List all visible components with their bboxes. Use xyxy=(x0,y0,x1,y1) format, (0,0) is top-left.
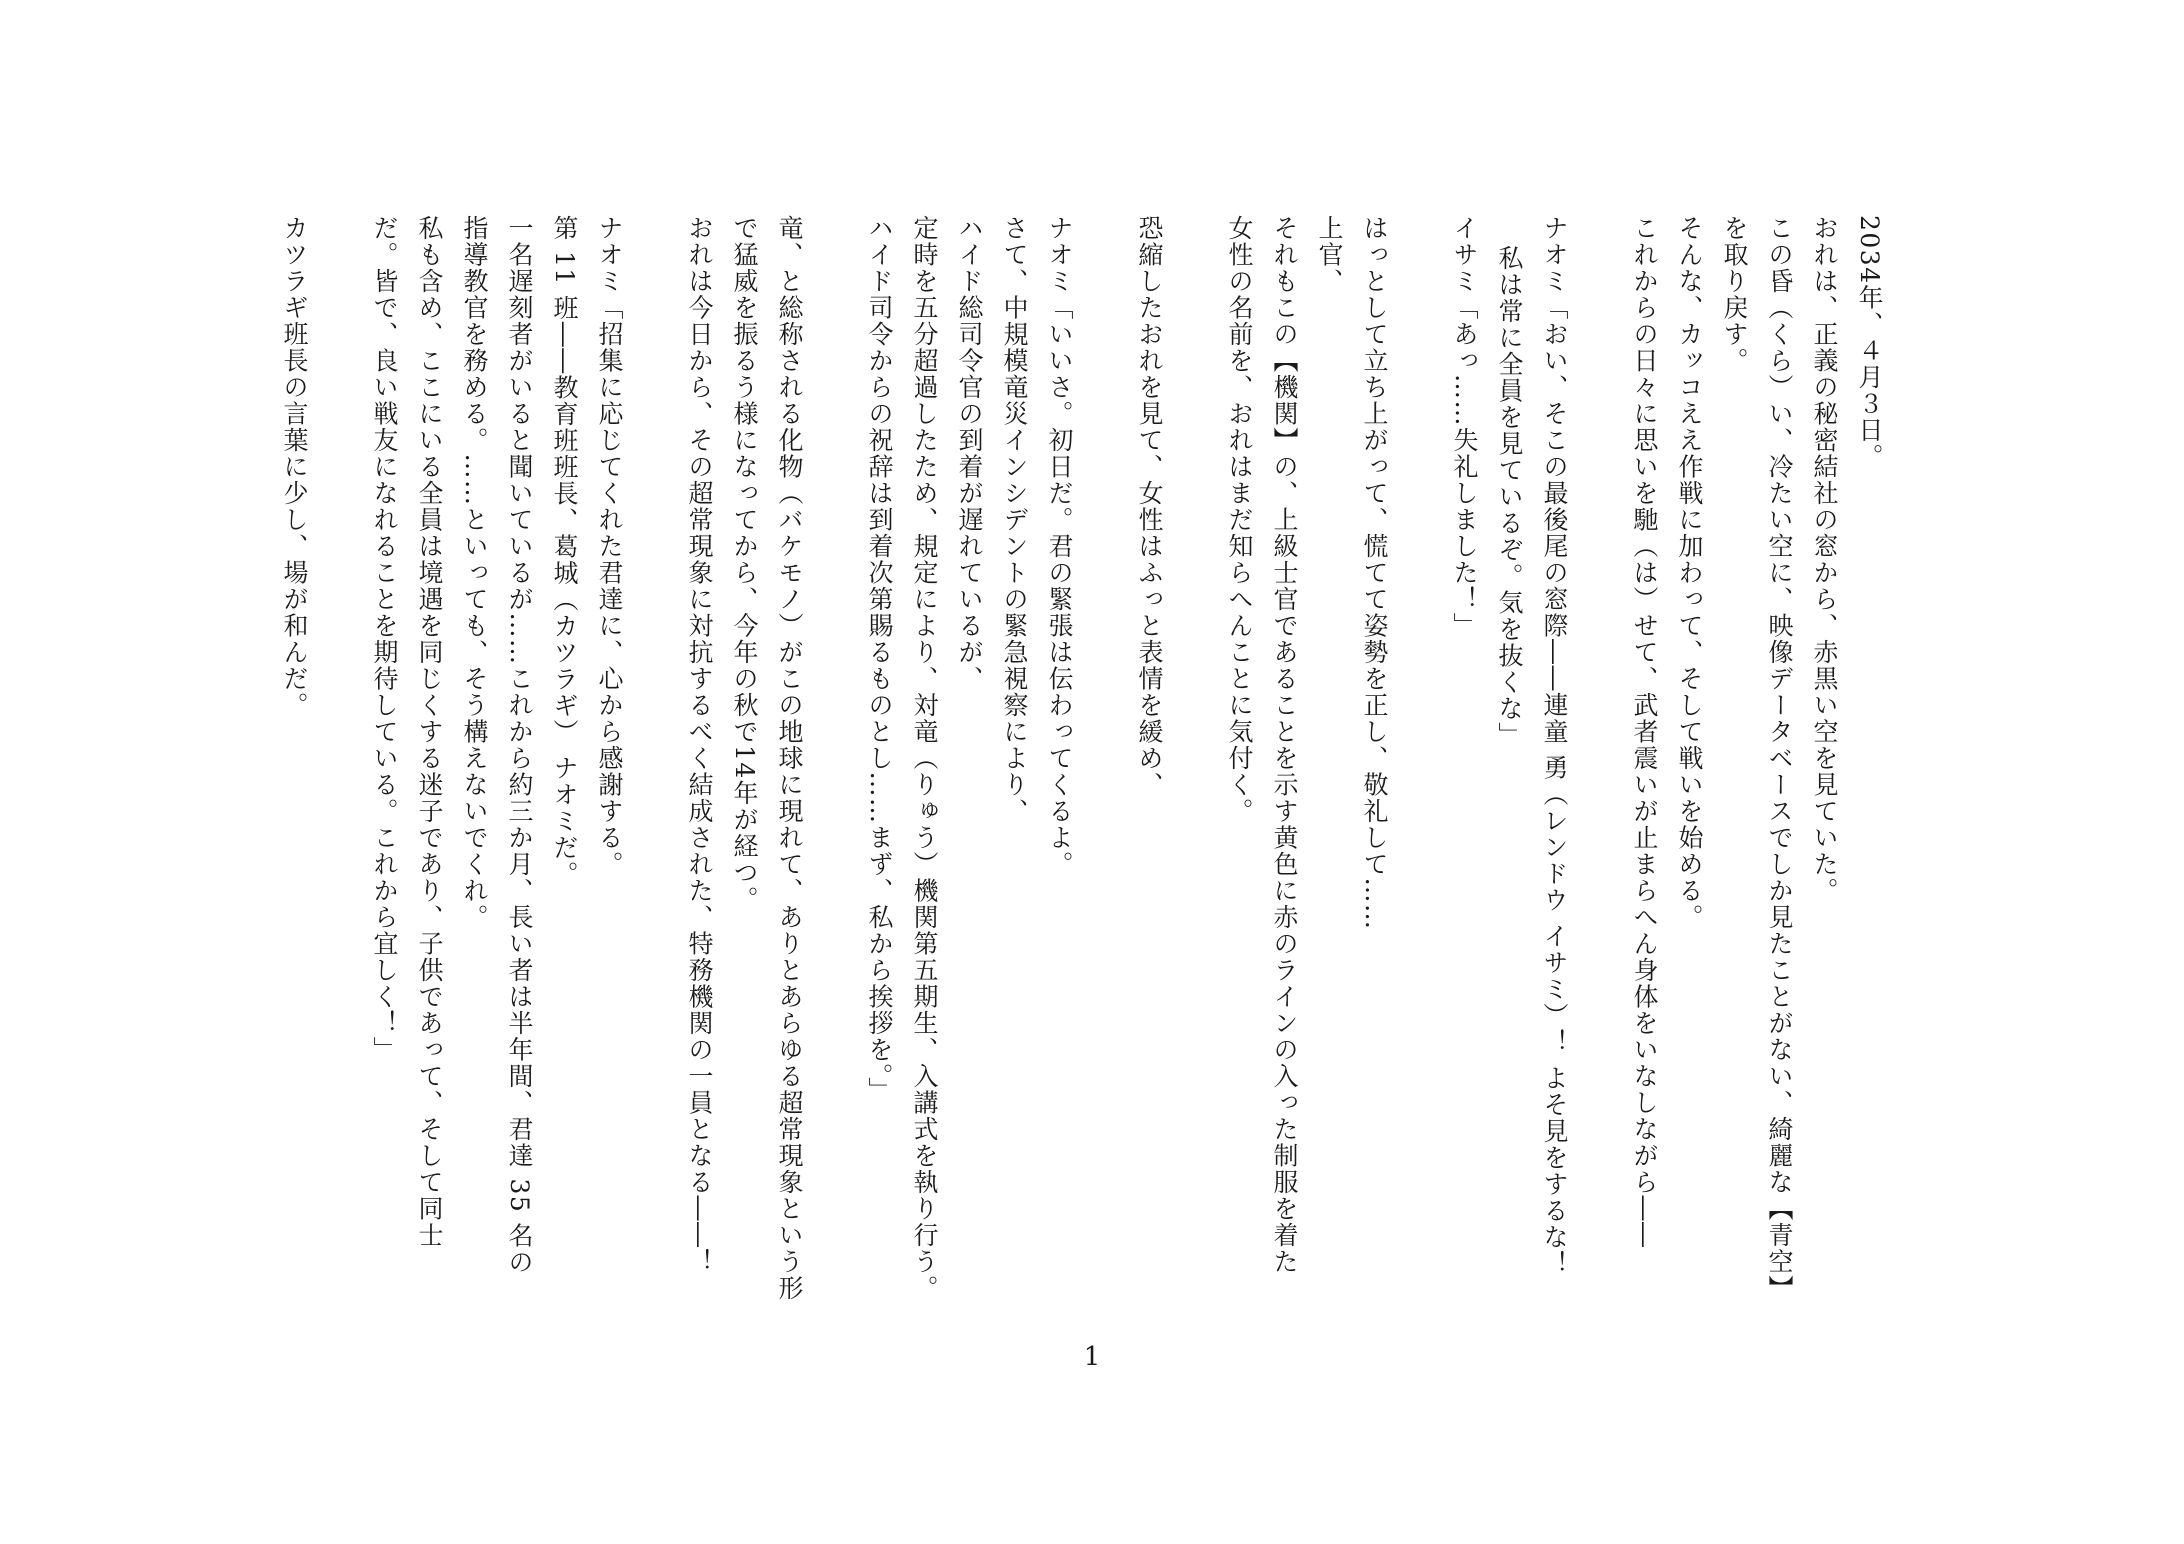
text-line: 恐縮したおれを見て、女性はふっと表情を緩め、 xyxy=(1135,215,1164,798)
text-line: はっとして立ち上がって、慌てて姿勢を正し、敬礼して…… xyxy=(1360,215,1389,931)
blank-line xyxy=(1577,215,1622,1355)
text-line: 女性の名前を、おれはまだ知らへんことに気付く。 xyxy=(1225,215,1254,825)
text-line: 私も含め、ここにいる全員は境遇を同じくする迷子であり、子供であって、そして同士 xyxy=(415,215,444,1249)
text-line: で猛威を振るう様になってから、今年の秋で14年が経つ。 xyxy=(730,215,759,913)
text-line: ナオミ「いいさ。初日だ。君の緊張は伝わってくるよ。 xyxy=(1045,215,1074,878)
text-line: 竜、と総称される化物（バケモノ）がこの地球に現れて、ありとあらゆる超常現象という形 xyxy=(775,215,804,1302)
text-line: を取り戻す。 xyxy=(1720,215,1749,374)
blank-line xyxy=(632,215,677,1355)
text-line: 一名遅刻者がいると聞いているが……これから約三か月、長い者は半年間、君達 35 名の xyxy=(505,215,534,1276)
text-line: 第 11 班――教育班班長、葛城（カツラギ） ナオミだ。 xyxy=(550,215,579,888)
vertical-text-body xyxy=(252,215,1892,1355)
text-line: さて、中規模竜災インシデントの緊急視察により、 xyxy=(1000,215,1029,825)
text-line: この昏（くら）い、冷たい空に、映像データベースでしか見たことがない、綺麗な【青空】 xyxy=(1765,215,1794,1302)
blank-line xyxy=(1082,215,1127,1355)
text-line: これからの日々に思いを馳（は）せて、武者震いが止まらへん身体をいなしながら―― xyxy=(1630,215,1659,1249)
blank-line xyxy=(317,215,362,1355)
blank-line xyxy=(1397,215,1442,1355)
text-line: ハイド総司令官の到着が遅れているが、 xyxy=(955,215,984,692)
text-line: ハイド司令からの祝辞は到着次第賜るものとし……まず、私から挨拶を。」 xyxy=(865,215,894,1104)
text-line: それもこの【機関】の、上級士官であることを示す黄色に赤のラインの入った制服を着た xyxy=(1270,215,1299,1275)
blank-line xyxy=(1172,215,1217,1355)
text-line: ナオミ「おい、そこの最後尾の窓際――連童 勇（レンドウ イサミ）！ よそ見をするな！ xyxy=(1540,215,1569,1277)
text-line: カツラギ班長の言葉に少し、場が和んだ。 xyxy=(280,215,309,719)
text-line: おれは、正義の秘密結社の窓から、赤黒い空を見ていた。 xyxy=(1810,215,1839,904)
text-line: そんな、カッコええ作戦に加わって、そして戦いを始める。 xyxy=(1675,215,1704,931)
text-line: イサミ「あっ……失礼しました！」 xyxy=(1450,215,1479,639)
text-line: ナオミ「招集に応じてくれた君達に、心から感謝する。 xyxy=(595,215,624,878)
text-line: だ。皆で、良い戦友になれることを期待している。これから宜しく！」 xyxy=(370,215,399,1063)
blank-line xyxy=(812,215,857,1355)
text-line: 指導教官を務める。……といっても、そう構えないでくれ。 xyxy=(460,215,489,931)
text-line: おれは今日から、その超常現象に対抗するべく結成された、特務機関の一員となる――！ xyxy=(685,215,714,1275)
text-line: 私は常に全員を見ているぞ。気を抜くな」 xyxy=(1495,245,1524,749)
text-line: 定時を五分超過したため、規定により、対竜（りゅう）機関第五期生、入講式を執り行う。 xyxy=(910,215,939,1302)
text-line: 上官、 xyxy=(1315,215,1344,295)
text-line: 2034年、４月３日。 xyxy=(1855,215,1884,471)
page-number: 1 xyxy=(1083,1342,1101,1372)
